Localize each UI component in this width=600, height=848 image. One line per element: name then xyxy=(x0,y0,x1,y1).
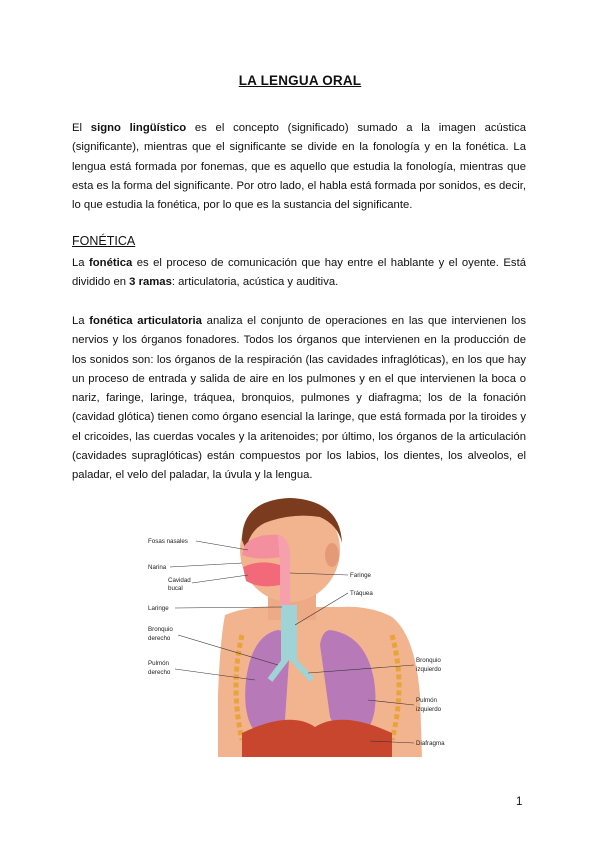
label-pulmon-derecho-2: derecho xyxy=(148,669,171,676)
label-diafragma: Diafragma xyxy=(416,740,445,747)
label-traquea: Tráquea xyxy=(350,590,373,597)
oral-cavity xyxy=(243,562,280,586)
label-narina: Narina xyxy=(148,564,167,571)
label-bronquio-derecho-1: Bronquio xyxy=(148,626,173,633)
label-fosas-nasales: Fosas nasales xyxy=(148,538,188,545)
label-bronquio-izquierdo-1: Bronquio xyxy=(416,657,441,664)
page-number: 1 xyxy=(516,796,523,808)
intro-paragraph: El signo lingüístico es el concepto (significado) sumado a la imagen acústica (significante), mientras que el significante se divide en la fonología y en la fonética. La lengua está formada por fonemas, que es aquello que estudia la fonología, mientras que esta es la forma del significante. Por otro lado, el habla está formada por sonidos, es decir, lo que estudia la fonética, por lo que es la sustancia del significante. xyxy=(72,122,527,212)
fonetica-definition-paragraph: La fonética es el proceso de comunicación que hay entre el hablante y el oyente. Está dividido en 3 ramas: articulatoria, acústica y auditiva. xyxy=(72,257,526,289)
label-bronquio-izquierdo-2: izquierdo xyxy=(416,666,442,673)
trachea xyxy=(281,605,297,660)
term-fonetica-articulatoria: fonética articulatoria xyxy=(89,315,202,327)
page-title: LA LENGUA ORAL xyxy=(238,73,362,88)
label-pulmon-izquierdo-1: Pulmón xyxy=(416,697,437,704)
term-signo-linguistico: signo lingüístico xyxy=(90,122,187,134)
term-fonetica: fonética xyxy=(89,257,133,269)
label-laringe: Laringe xyxy=(148,605,169,612)
respiratory-system-illustration xyxy=(130,495,460,770)
fonetica-articulatoria-paragraph: La fonética articulatoria analiza el conjunto de operaciones en las que intervienen los nervios y los órganos fonadores. Todos los órganos que intervienen en la producción de los sonidos son: los órganos de la respiración (las cavidades infraglóticas), en los que hay un proceso de entrada y salida de aire en los pulmones y en el que intervienen la boca o nariz, faringe, laringe, tráquea, bronquios, pulmones y diafragma; los de la fonación (cavidad glótica) tienen como órgano esencial la laringe, que está formada por la tiroides y el cricoides, las cuerdas vocales y la aritenoides; por último, los órganos de la articulación (cavidades supraglóticas) están compuestos por los labios, los dientes, los alveolos, el paladar, el velo del paladar, la úvula y la lengua. xyxy=(72,315,526,482)
label-pulmon-derecho-1: Pulmón xyxy=(148,660,169,667)
label-bronquio-derecho-2: derecho xyxy=(148,635,171,642)
label-pulmon-izquierdo-2: izquierdo xyxy=(416,706,442,713)
leader-narina xyxy=(170,563,242,567)
term-3-ramas: 3 ramas xyxy=(129,276,172,289)
label-bucal: bucal xyxy=(168,585,183,592)
section-heading-fonetica: FONÉTICA xyxy=(72,234,136,248)
label-faringe: Faringe xyxy=(350,572,371,579)
ear-shape xyxy=(325,543,339,567)
label-cavidad: Cavidad xyxy=(168,577,191,584)
leader-cavidad xyxy=(192,575,248,583)
